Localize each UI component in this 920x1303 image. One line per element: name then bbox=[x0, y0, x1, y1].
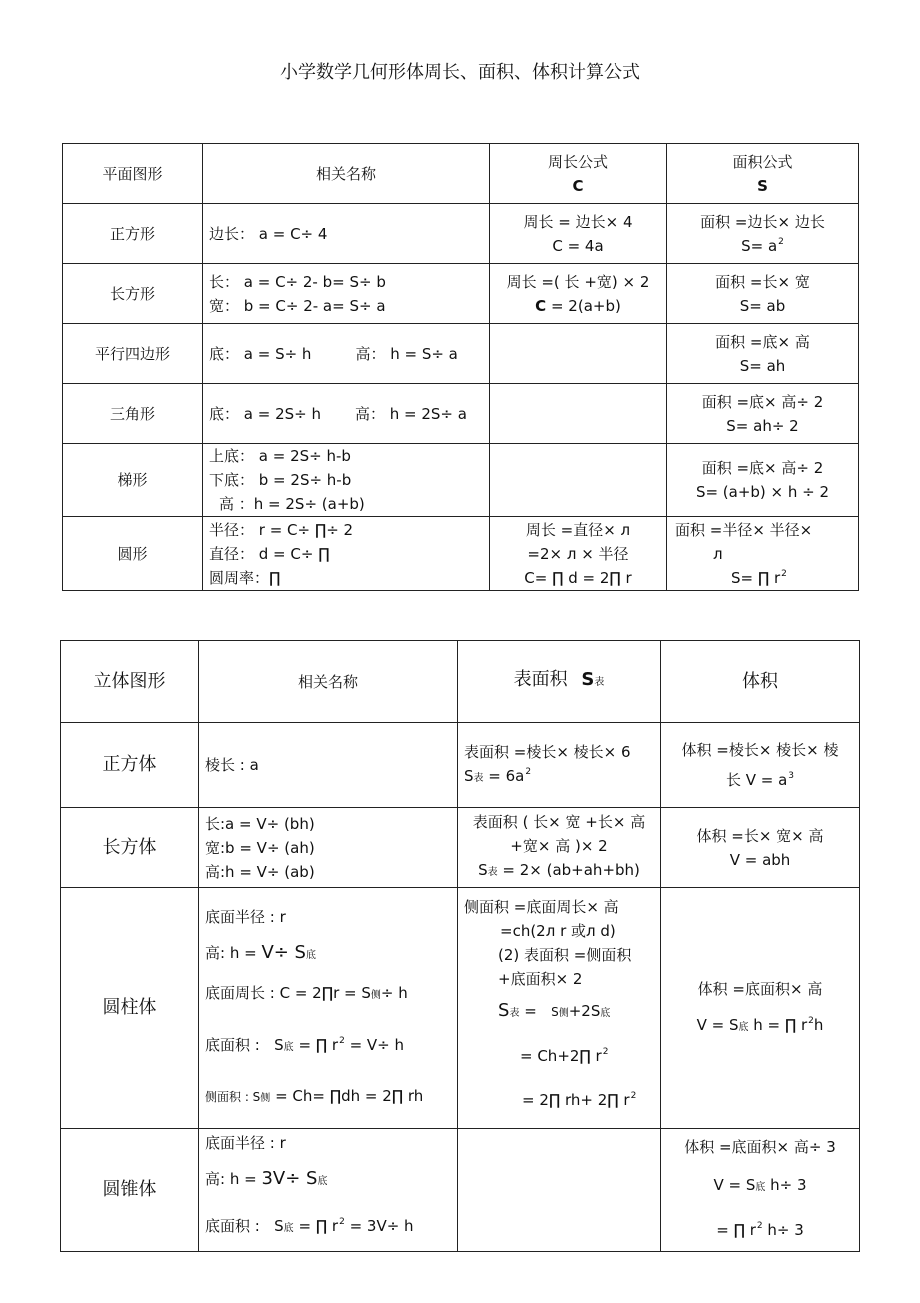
related-names: 棱长 : a bbox=[199, 723, 458, 808]
shape-name: 圆形 bbox=[63, 517, 203, 591]
table-row-parallelogram bbox=[63, 324, 859, 384]
shape-name: 长方体 bbox=[61, 808, 199, 888]
area-formula: 面积 =长× 宽 S= ab bbox=[667, 264, 859, 324]
area-formula: 面积 =底× 高÷ 2 S= (a+b) × h ÷ 2 bbox=[667, 444, 859, 517]
surface-formula bbox=[458, 1129, 661, 1252]
perimeter-symbol: C bbox=[572, 176, 584, 195]
related-names: 底： a = 2S÷ h 高： h = 2S÷ a bbox=[203, 384, 490, 444]
shape-name: 圆锥体 bbox=[61, 1129, 199, 1252]
table-header-row bbox=[61, 641, 860, 723]
header-shape: 立体图形 bbox=[61, 641, 199, 723]
header-area bbox=[667, 144, 859, 204]
shape-name: 梯形 bbox=[63, 444, 203, 517]
table-row-cone bbox=[61, 1129, 860, 1252]
shape-name: 正方体 bbox=[61, 723, 199, 808]
volume-formula: 体积 =底面积× 高 V = S底 h = ∏ $r^2h$ bbox=[661, 888, 860, 1129]
related-names: 长： a = C÷ 2- b= S÷ b 宽： b = C÷ 2- a= S÷ a bbox=[203, 264, 490, 324]
surface-formula: 表面积 ( 长× 宽 +长× 高 +宽× 高 )× 2 S表 = 2× (ab+ah+bh) bbox=[458, 808, 661, 888]
area-label: 面积公式 bbox=[732, 152, 793, 171]
plane-figures-table bbox=[62, 143, 859, 591]
header-names: 相关名称 bbox=[203, 144, 490, 204]
perimeter-formula: 周长 =直径× л =2× л × 半径 C= ∏ d = 2∏ r bbox=[490, 517, 667, 591]
related-names: 长:a = V÷ (bh) 宽:b = V÷ (ah) 高:h = V÷ (ab) bbox=[199, 808, 458, 888]
side-area-line: 侧面积 : S侧 = Ch= ∏dh = 2∏ rh bbox=[205, 1087, 424, 1105]
volume-formula: 体积 =底面积× 高÷ 3 V = S底 h÷ 3 = ∏ $r^2$ h÷ 3 bbox=[661, 1129, 860, 1252]
height-line: 高: h = 3V÷ S底 bbox=[205, 1168, 328, 1189]
related-names: 半径： r = C÷ ∏÷ 2 直径： d = C÷ ∏ 圆周率：∏ bbox=[203, 517, 490, 591]
related-names bbox=[199, 888, 458, 1129]
shape-name: 平行四边形 bbox=[63, 324, 203, 384]
shape-name: 圆柱体 bbox=[61, 888, 199, 1129]
volume-formula: 体积 =长× 宽× 高 V = abh bbox=[661, 808, 860, 888]
header-surface: 表面积 S表 bbox=[458, 641, 661, 723]
base-area-line: 底面积 : S底 = ∏ $r^2 = V\div h$ bbox=[205, 1036, 405, 1054]
circumference-line: 底面周长 : C = 2∏r = S侧÷ h bbox=[205, 984, 408, 1002]
base-area-line: 底面积 : S底 = ∏ $r^2 = 3V\div h$ bbox=[205, 1217, 414, 1235]
table-row-cube bbox=[61, 723, 860, 808]
area-formula: 面积 =边长× 边长 $S= a^2$ bbox=[667, 204, 859, 264]
perimeter-formula bbox=[490, 384, 667, 444]
area-formula: 面积 =底× 高 S= ah bbox=[667, 324, 859, 384]
page-title: 小学数学几何形体周长、面积、体积计算公式 bbox=[280, 62, 640, 83]
header-names: 相关名称 bbox=[199, 641, 458, 723]
perimeter-formula bbox=[490, 324, 667, 384]
header-shape: 平面图形 bbox=[63, 144, 203, 204]
table-row-square bbox=[63, 204, 859, 264]
height-line: 高: h = V÷ S底 bbox=[205, 942, 316, 963]
table-row-triangle bbox=[63, 384, 859, 444]
perimeter-label: 周长公式 bbox=[547, 152, 608, 171]
perimeter-formula bbox=[490, 444, 667, 517]
area-symbol: S bbox=[757, 176, 768, 195]
shape-name: 长方形 bbox=[63, 264, 203, 324]
solid-figures-table bbox=[60, 640, 860, 1252]
related-names: 底： a = S÷ h 高： h = S÷ a bbox=[203, 324, 490, 384]
related-names bbox=[199, 1129, 458, 1252]
surface-formula: 侧面积 =底面周长× 高 =ch(2л r 或л d) (2) 表面积 =侧面积 +底面积× 2 S表 = S侧+2S底 = Ch+2∏ $r^2$ = 2∏ rh+ 2∏ $r^2$ bbox=[458, 888, 661, 1129]
shape-name: 三角形 bbox=[63, 384, 203, 444]
table-row-circle bbox=[63, 517, 859, 591]
table-row-cuboid bbox=[61, 808, 860, 888]
header-volume: 体积 bbox=[661, 641, 860, 723]
surface-formula: 表面积 =棱长× 棱长× 6 S表 = $6a^2$ bbox=[458, 723, 661, 808]
radius-line: 底面半径 : r bbox=[205, 908, 286, 926]
perimeter-formula: 周长 = 边长× 4 C = 4a bbox=[490, 204, 667, 264]
radius-line: 底面半径 : r bbox=[205, 1134, 286, 1152]
related-names: 上底： a = 2S÷ h-b 下底： b = 2S÷ h-b 高 ：h = 2S÷ (a+b) bbox=[203, 444, 490, 517]
area-formula: 面积 =底× 高÷ 2 S= ah÷ 2 bbox=[667, 384, 859, 444]
related-names: 边长： a = C÷ 4 bbox=[203, 204, 490, 264]
table-header-row bbox=[63, 144, 859, 204]
shape-name: 正方形 bbox=[63, 204, 203, 264]
header-perimeter bbox=[490, 144, 667, 204]
area-formula: 面积 =半径× 半径× л S= ∏ $r^2$ bbox=[667, 517, 859, 591]
table-row-cylinder bbox=[61, 888, 860, 1129]
perimeter-formula: 周长 =( 长 +宽) × 2 C = 2(a+b) bbox=[490, 264, 667, 324]
table-row-rectangle bbox=[63, 264, 859, 324]
table-row-trapezoid bbox=[63, 444, 859, 517]
volume-formula: 体积 =棱长× 棱长× 棱 长 $V = a^3$ bbox=[661, 723, 860, 808]
